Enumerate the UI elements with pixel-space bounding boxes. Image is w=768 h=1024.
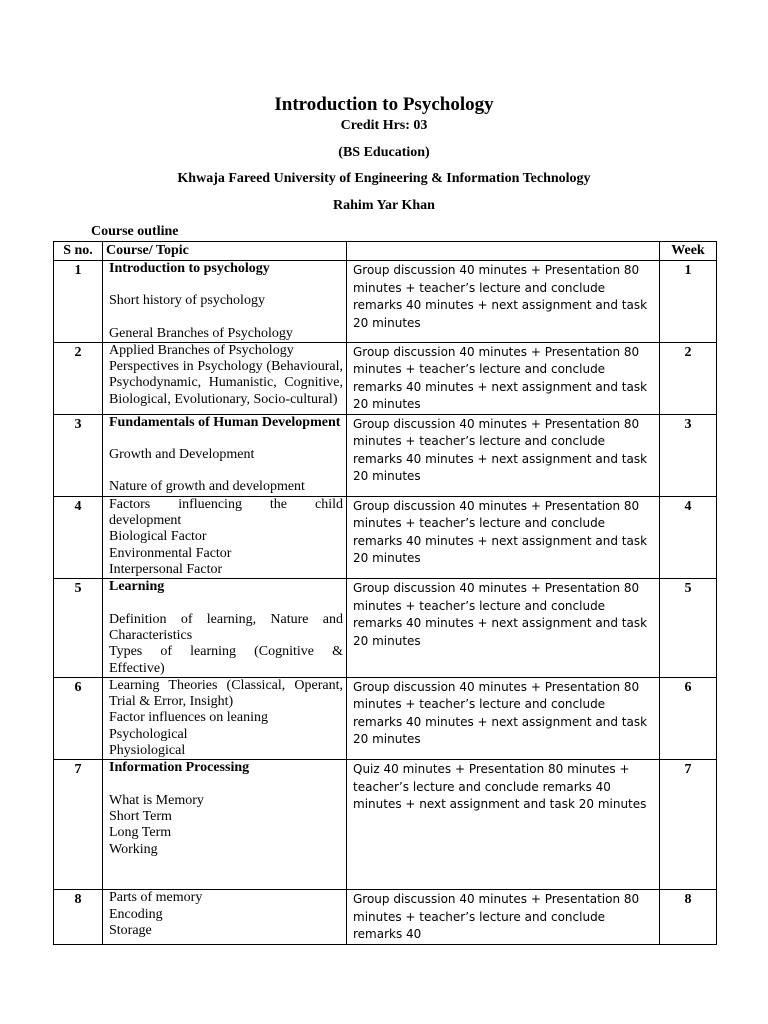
row-sno: 5	[54, 579, 103, 677]
program-name: (BS Education)	[338, 145, 430, 160]
row-week: 3	[660, 414, 717, 496]
topic-line: General Branches of Psychology	[109, 325, 293, 341]
topic-line: Short history of psychology	[109, 293, 265, 309]
topic-line: Psychological	[109, 726, 188, 742]
topic-line: Physiological	[109, 743, 186, 759]
table-row	[54, 342, 717, 414]
topic-line: Perspectives in Psychology (Behavioural, Psychodynamic, Humanistic, Cognitive, Biological, Evolutionary, Socio-cultural)	[109, 359, 343, 407]
topic-line: Factors influencing the child development	[109, 496, 343, 529]
row-topic	[103, 890, 347, 945]
row-activity: Quiz 40 minutes + Presentation 80 minutes + teacher’s lecture and conclude remarks 40 minutes + next assignment and task 20 minutes	[347, 760, 660, 890]
table-row	[54, 414, 717, 496]
row-sno: 7	[54, 760, 103, 890]
row-week: 2	[660, 342, 717, 414]
topic-spacer	[109, 431, 343, 447]
row-activity: Group discussion 40 minutes + Presentation 80 minutes + teacher’s lecture and conclude remarks 40 minutes + next assignment and task 20 minutes	[347, 342, 660, 414]
row-topic	[103, 261, 347, 343]
topic-spacer	[109, 277, 343, 293]
topic-line: Nature of growth and development	[109, 479, 305, 495]
topic-spacer	[109, 463, 343, 479]
table-row	[54, 496, 717, 578]
row-activity: Group discussion 40 minutes + Presentation 80 minutes + teacher’s lecture and conclude remarks 40 minutes + next assignment and task 20 minutes	[347, 261, 660, 343]
row-week: 5	[660, 579, 717, 677]
topic-line: Storage	[109, 922, 152, 938]
row-activity: Group discussion 40 minutes + Presentation 80 minutes + teacher’s lecture and conclude remarks 40 minutes + next assignment and task 20 minutes	[347, 414, 660, 496]
row-sno: 2	[54, 342, 103, 414]
row-week: 1	[660, 261, 717, 343]
course-outline-table	[53, 241, 717, 945]
header-week: Week	[660, 242, 717, 261]
table-row	[54, 261, 717, 343]
row-topic	[103, 677, 347, 759]
row-sno: 8	[54, 890, 103, 945]
topic-spacer	[109, 596, 343, 612]
topic-heading: Learning	[109, 579, 165, 595]
table-row	[54, 677, 717, 759]
row-activity: Group discussion 40 minutes + Presentation 80 minutes + teacher’s lecture and conclude remarks 40 minutes + next assignment and task 20 minutes	[347, 677, 660, 759]
row-sno: 1	[54, 261, 103, 343]
header-sno: S no.	[54, 242, 103, 261]
topic-heading: Information Processing	[109, 760, 250, 776]
row-week: 8	[660, 890, 717, 945]
topic-line: Factor influences on leaning	[109, 710, 269, 726]
row-week: 7	[660, 760, 717, 890]
topic-line: What is Memory	[109, 792, 204, 808]
row-topic	[103, 579, 347, 677]
topic-spacer	[109, 310, 343, 326]
topic-line: Working	[109, 841, 158, 857]
topic-line: Growth and Development	[109, 447, 255, 463]
table-row	[54, 760, 717, 890]
row-sno: 4	[54, 496, 103, 578]
topic-heading: Fundamentals of Human Development	[109, 414, 341, 430]
topic-line: Interpersonal Factor	[109, 562, 223, 578]
course-outline-label: Course outline	[91, 224, 179, 239]
topic-line: Types of learning (Cognitive & Effective)	[109, 644, 343, 676]
topic-line: Biological Factor	[109, 529, 207, 545]
topic-spacer	[109, 777, 343, 793]
row-topic	[103, 760, 347, 890]
header-topic: Course/ Topic	[103, 242, 347, 261]
topic-line: Definition of learning, Nature and Characteristics	[109, 611, 343, 643]
university-name: Khwaja Fareed University of Engineering & Information Technology	[177, 171, 591, 186]
credit-hours: Credit Hrs: 03	[340, 118, 428, 133]
row-activity: Group discussion 40 minutes + Presentation 80 minutes + teacher’s lecture and conclude remarks 40 minutes + next assignment and task 20 minutes	[347, 496, 660, 578]
row-sno: 3	[54, 414, 103, 496]
row-activity: Group discussion 40 minutes + Presentation 80 minutes + teacher’s lecture and conclude remarks 40	[347, 890, 660, 945]
row-topic	[103, 414, 347, 496]
table-row	[54, 890, 717, 945]
topic-line: Encoding	[109, 906, 163, 922]
topic-line: Parts of memory	[109, 890, 203, 906]
row-activity: Group discussion 40 minutes + Presentation 80 minutes + teacher’s lecture and conclude remarks 40 minutes + next assignment and task 20 minutes	[347, 579, 660, 677]
city-name: Rahim Yar Khan	[333, 198, 435, 213]
topic-line: Long Term	[109, 825, 172, 841]
row-topic	[103, 496, 347, 578]
topic-heading: Introduction to psychology	[109, 261, 270, 276]
row-topic	[103, 342, 347, 414]
document-title: Introduction to Psychology	[274, 94, 494, 115]
table-row	[54, 579, 717, 677]
header-activity	[347, 242, 660, 261]
row-week: 4	[660, 496, 717, 578]
row-week: 6	[660, 677, 717, 759]
topic-line: Short Term	[109, 808, 172, 824]
topic-line: Applied Branches of Psychology	[109, 342, 294, 358]
topic-line: Learning Theories (Classical, Operant, Trial & Error, Insight)	[109, 677, 343, 710]
table-header-row	[54, 242, 717, 261]
topic-line: Environmental Factor	[109, 545, 232, 561]
row-sno: 6	[54, 677, 103, 759]
